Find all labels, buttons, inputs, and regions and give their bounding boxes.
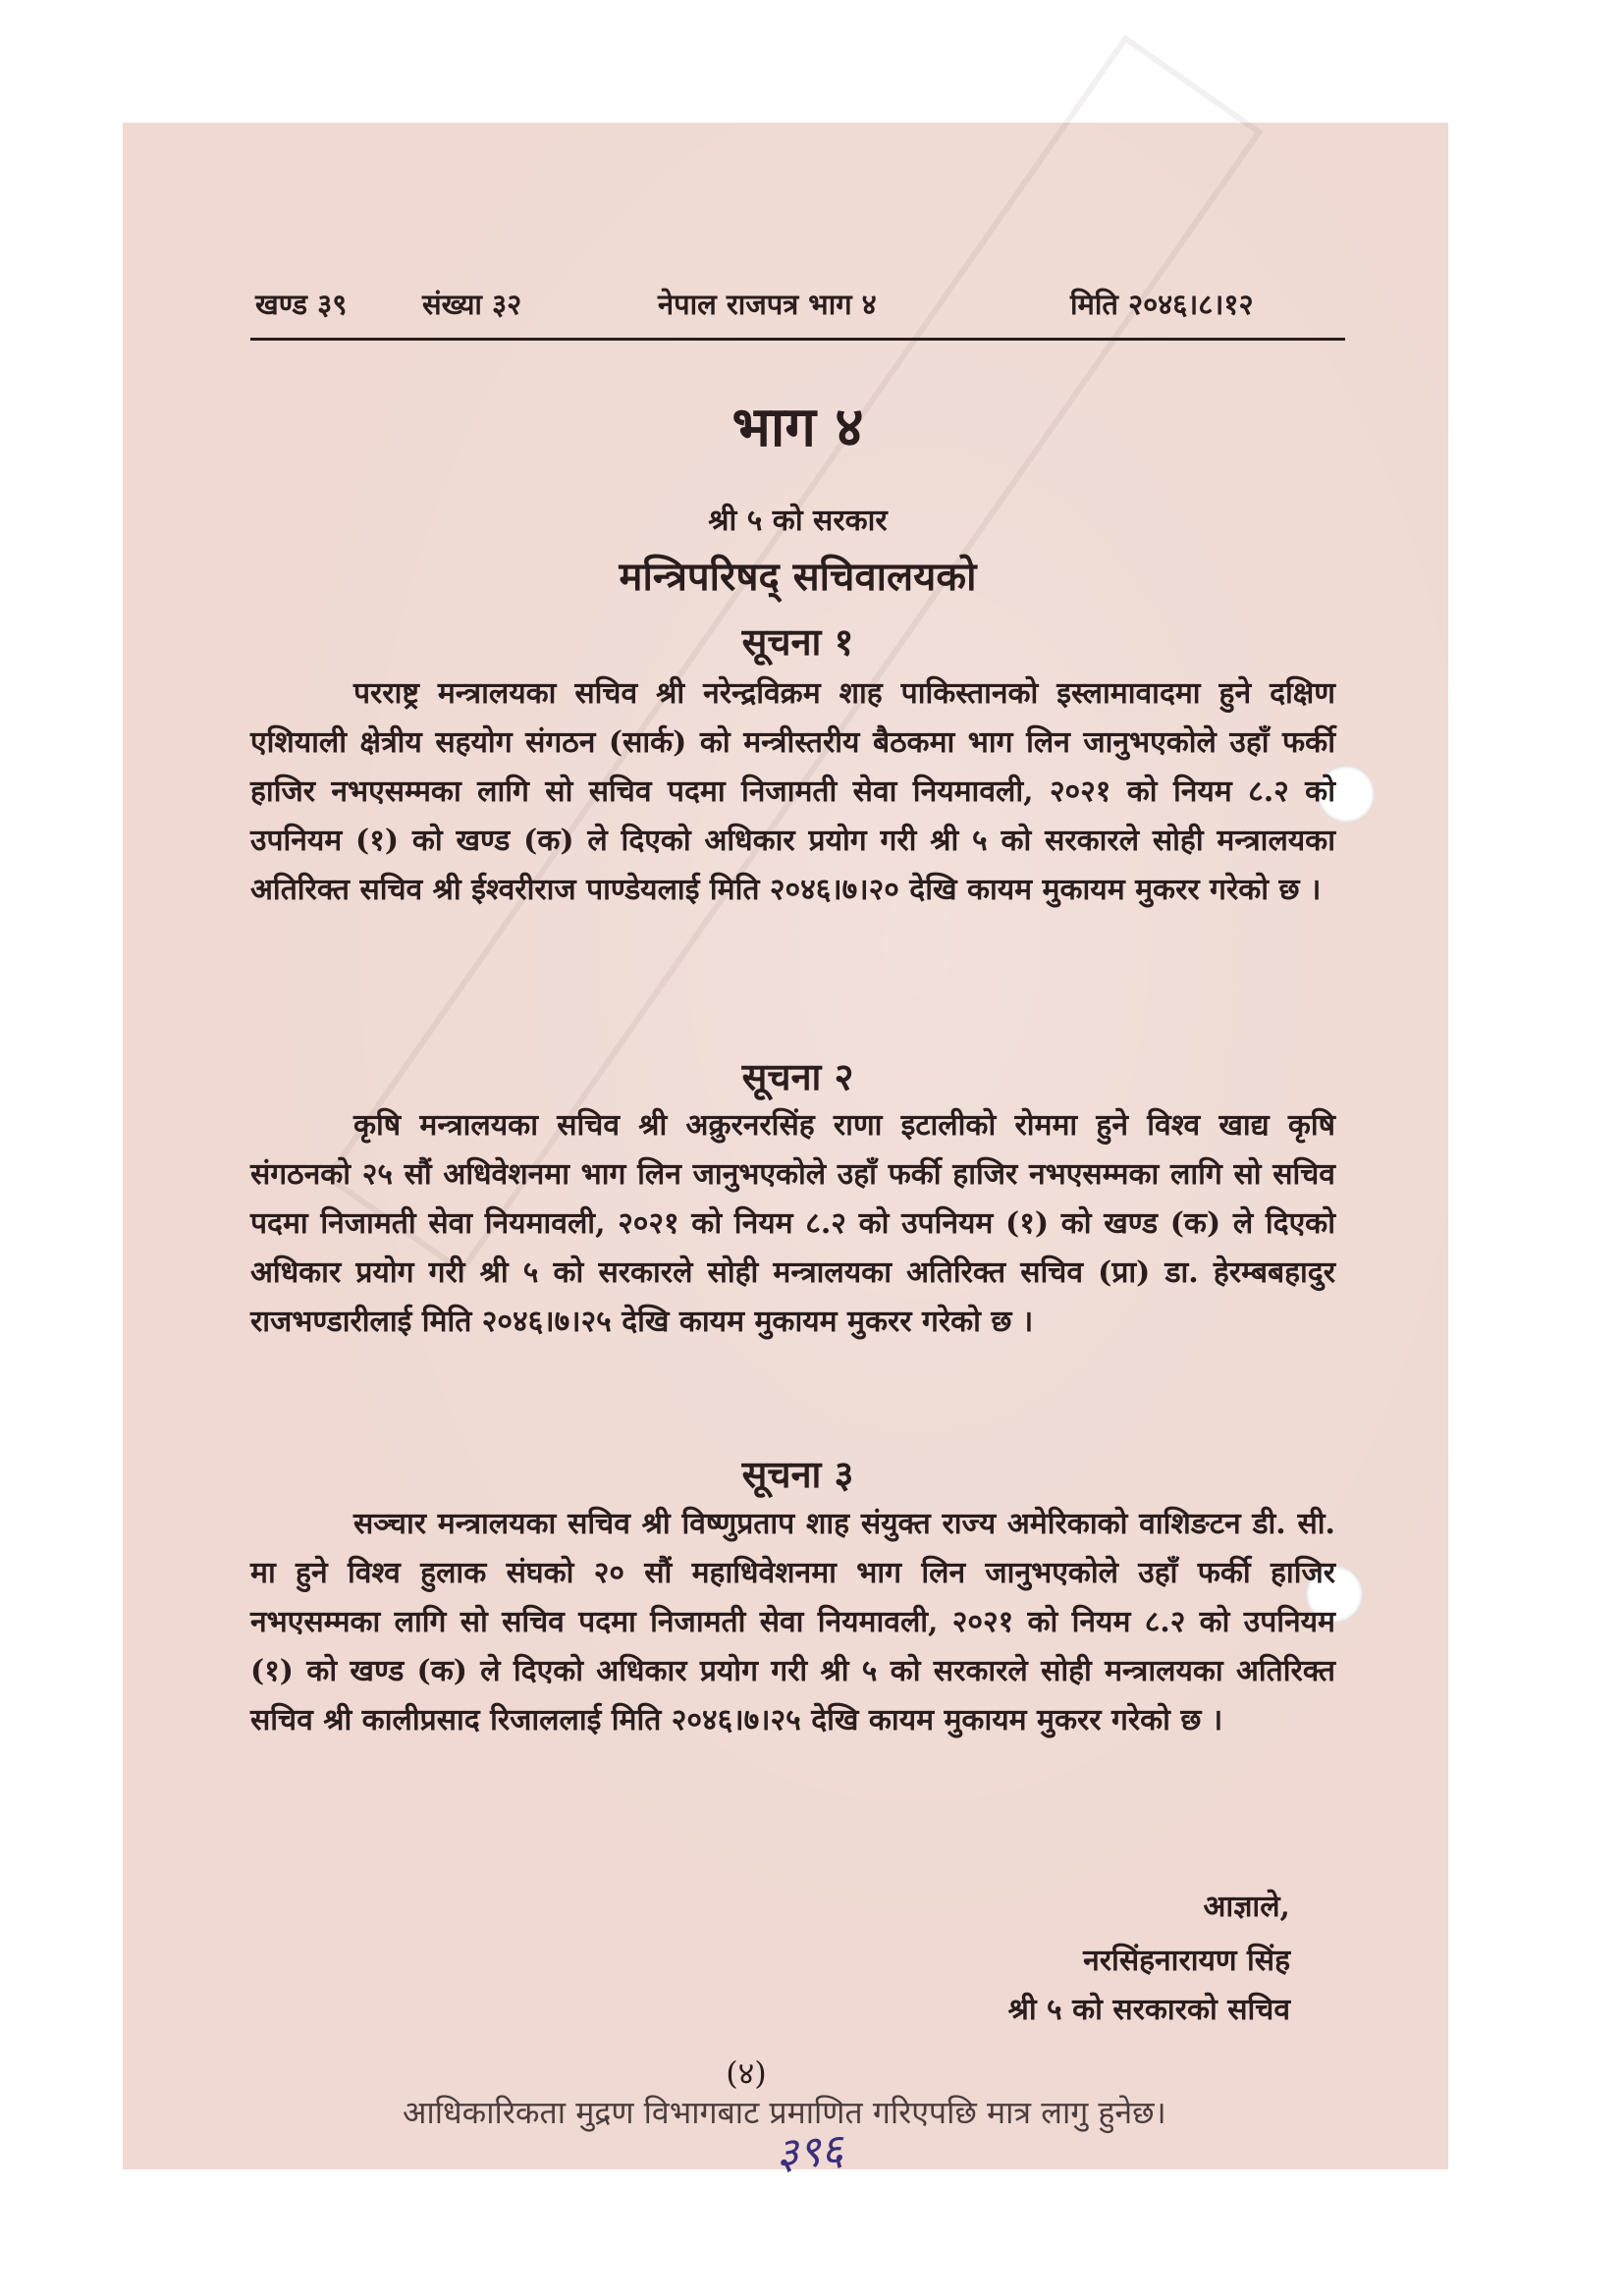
page-number: (४) bbox=[726, 2055, 767, 2092]
issue-number: संख्या ३२ bbox=[422, 288, 522, 321]
government-name: श्री ५ को सरकार bbox=[708, 504, 888, 538]
header-divider bbox=[250, 338, 1345, 341]
notice-title: सूचना १ bbox=[741, 619, 854, 664]
notice-title: सूचना २ bbox=[741, 1054, 854, 1098]
notice-body bbox=[250, 669, 1335, 915]
signatory-designation: श्री ५ को सरकारको सचिव bbox=[1007, 1993, 1290, 2027]
notice-body bbox=[250, 1101, 1335, 1347]
notice-title: सूचना ३ bbox=[741, 1452, 854, 1496]
publication-name: नेपाल राजपत्र भाग ४ bbox=[658, 288, 877, 321]
volume-number: खण्ड ३९ bbox=[255, 288, 348, 321]
signatory-name: नरसिंहनारायण सिंह bbox=[1083, 1944, 1290, 1978]
handwritten-number: ३९६ bbox=[774, 2124, 845, 2180]
notice-text: परराष्ट्र मन्त्रालयका सचिव श्री नरेन्द्रविक्रम शाह पाकिस्तानको इस्लामावादमा हुने दक्षिण एशियाली क्षेत्रीय सहयोग संगठन (सार्क) को मन्त्रीस्तरीय बैठकमा भाग लिन जानुभएकोले उहाँ फर्की हाजिर नभएसम्मका लागि सो सचिव पदमा निजामती सेवा नियमावली, २०२१ को नियम ८.२ को उपनियम (१) को खण्ड (क) ले दिएको अधिकार प्रयोग गरी श्री ५ को सरकारले सोही मन्त्रालयका अतिरिक्त सचिव श्री ईश्वरीराज पाण्डेयलाई मिति २०४६।७।२० देखि कायम मुकायम मुकरर गरेको छ । bbox=[250, 676, 1335, 907]
signature-order-line: आज्ञाले, bbox=[1203, 1890, 1290, 1924]
office-name: मन्त्रिपरिषद् सचिवालयको bbox=[619, 554, 977, 600]
authenticity-note: आधिकारिकता मुद्रण विभागबाट प्रमाणित गरिएपछि मात्र लागु हुनेछ। bbox=[403, 2094, 1166, 2131]
issue-date: मिति २०४६।८।१२ bbox=[1070, 288, 1254, 321]
notice-text: सञ्चार मन्त्रालयका सचिव श्री विष्णुप्रताप शाह संयुक्त राज्य अमेरिकाको वाशिङटन डी. सी. मा हुने विश्व हुलाक संघको २० सौं महाधिवेशनमा भाग लिन जानुभएकोले उहाँ फर्की हाजिर नभएसम्मका लागि सो सचिव पदमा निजामती सेवा नियमावली, २०२१ को नियम ८.२ को उपनियम (१) को खण्ड (क) ले दिएको अधिकार प्रयोग गरी श्री ५ को सरकारले सोही मन्त्रालयका अतिरिक्त सचिव श्री कालीप्रसाद रिजाललाई मिति २०४६।७।२५ देखि कायम मुकायम मुकरर गरेको छ । bbox=[250, 1507, 1335, 1737]
notice-text: कृषि मन्त्रालयका सचिव श्री अक्रुरनरसिंह राणा इटालीको रोममा हुने विश्व खाद्य कृषि संगठनको २५ सौं अधिवेशनमा भाग लिन जानुभएकोले उहाँ फर्की हाजिर नभएसम्मका लागि सो सचिव पदमा निजामती सेवा नियमावली, २०२१ को नियम ८.२ को उपनियम (१) को खण्ड (क) ले दिएको अधिकार प्रयोग गरी श्री ५ को सरकारले सोही मन्त्रालयका अतिरिक्त सचिव (प्रा) डा. हेरम्बबहादुर राजभण्डारीलाई मिति २०४६।७।२५ देखि कायम मुकायम मुकरर गरेको छ । bbox=[250, 1108, 1335, 1339]
notice-body bbox=[250, 1500, 1335, 1745]
part-title: भाग ४ bbox=[731, 395, 864, 459]
